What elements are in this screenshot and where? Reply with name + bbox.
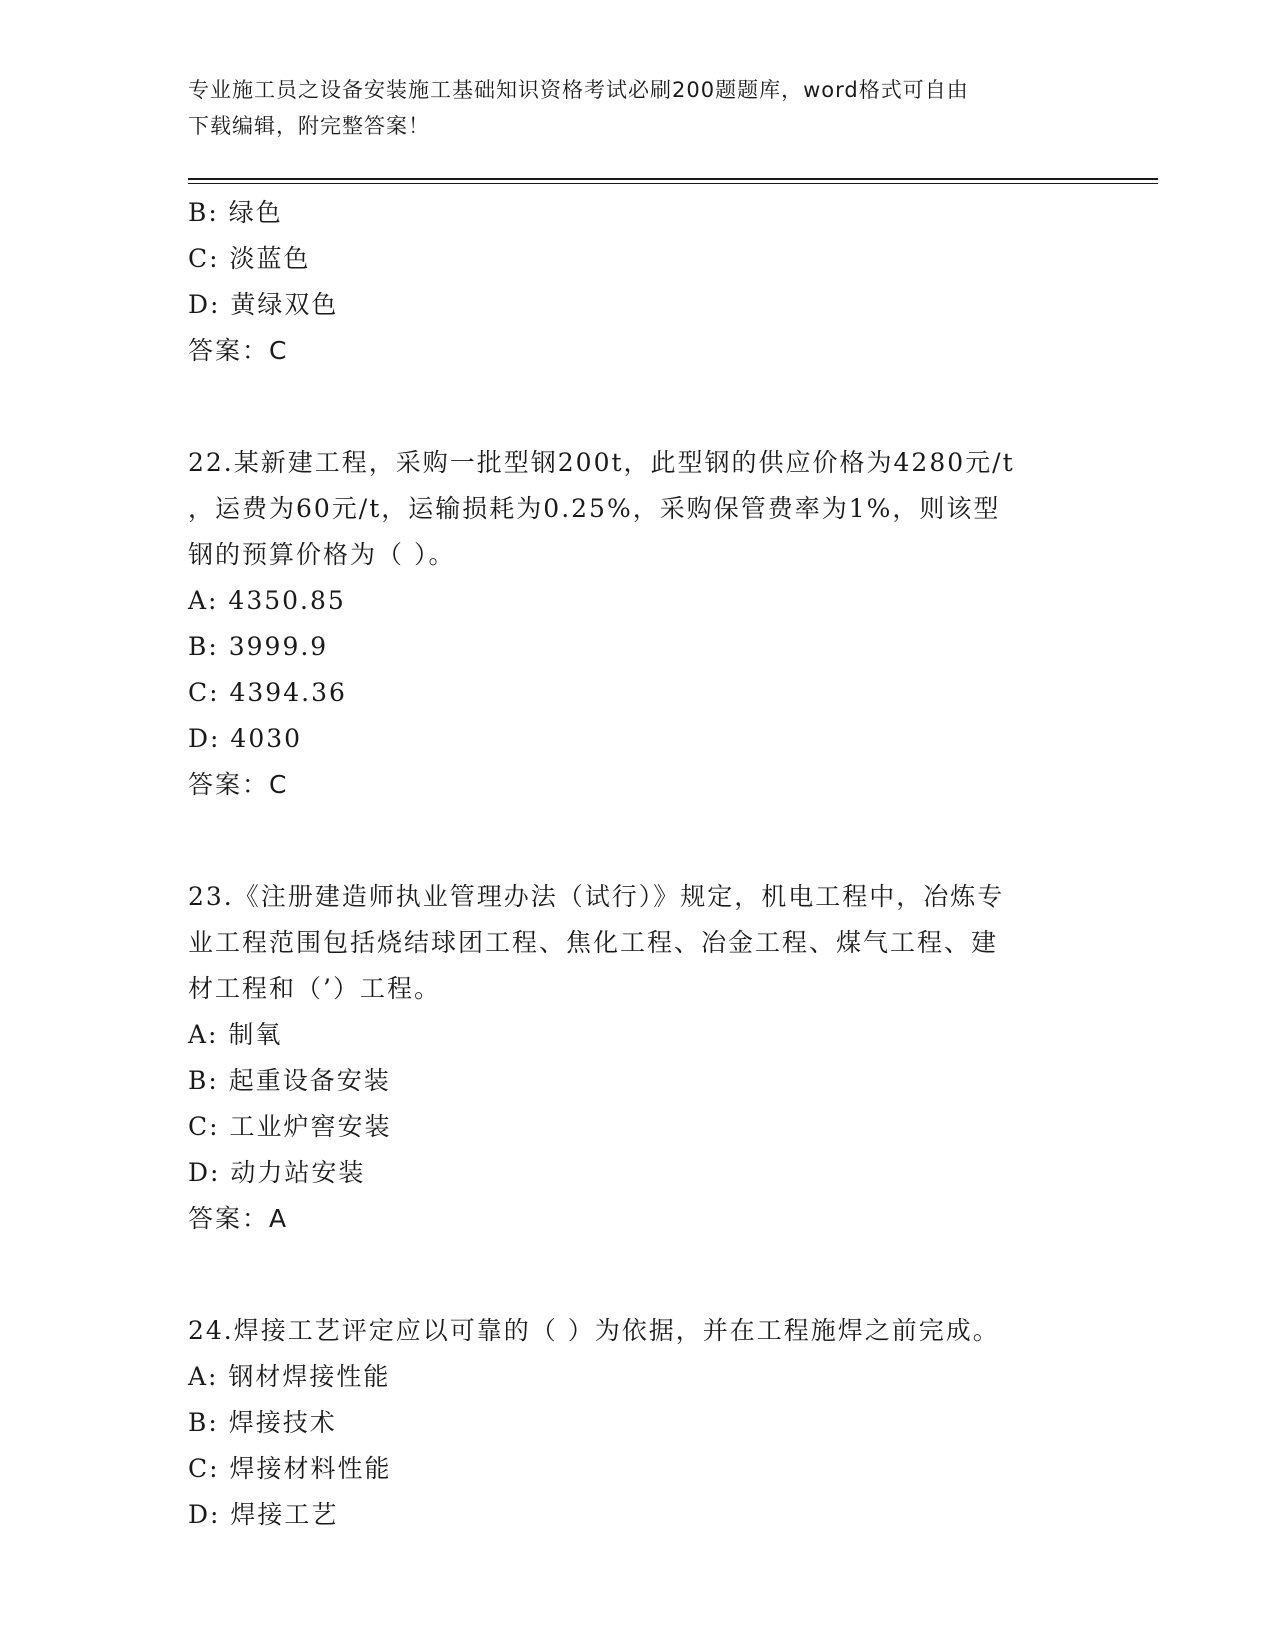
header-divider-thin [188,183,1158,184]
stem-line: 业工程范围包括烧结球团工程、焦化工程、冶金工程、煤气工程、建 [188,928,999,957]
option-a: A: 4350.85 [188,586,346,615]
answer: 答案：C [188,770,289,799]
header-line-2: 下载编辑，附完整答案！ [188,114,430,138]
stem-line: 钢的预算价格为（ ）。 [188,540,456,569]
stem-line: 23.《注册建造师执业管理办法（试行）》规定，机电工程中，冶炼专 [188,882,1005,911]
stem-line: ，运费为60元/t，运输损耗为0.25%，采购保管费率为1%，则该型 [188,494,1001,523]
option-d: D: 动力站安装 [188,1158,366,1187]
answer: 答案：C [188,336,289,365]
option-c: C: 淡蓝色 [188,244,311,273]
question-22 [188,440,1078,808]
spacer [188,1242,1078,1308]
option-d: D: 黄绿双色 [188,290,339,319]
option-d: D: 4030 [188,724,303,753]
option-d: D: 焊接工艺 [188,1500,339,1529]
option-c: C: 焊接材料性能 [188,1454,392,1483]
header-divider [188,178,1158,180]
option-a: A: 制氧 [188,1020,283,1049]
stem-line: 材工程和（’）工程。 [188,974,441,1003]
answer: 答案：A [188,1204,289,1233]
option-c: C: 4394.36 [188,678,347,707]
question-21 [188,190,1078,374]
question-stem [188,440,1078,578]
stem-line: 22.某新建工程，采购一批型钢200t，此型钢的供应价格为4280元/t [188,448,1015,477]
question-24 [188,1308,1078,1538]
spacer [188,808,1078,874]
question-content [188,190,1078,1538]
question-stem [188,1308,1078,1354]
header-line-1: 专业施工员之设备安装施工基础知识资格考试必刷200题题库，word格式可自由 [188,78,969,102]
option-b: B: 绿色 [188,198,283,227]
spacer [188,374,1078,440]
document-header [188,72,1088,144]
question-23 [188,874,1078,1242]
option-b: B: 焊接技术 [188,1408,337,1437]
option-b: B: 3999.9 [188,632,329,661]
option-a: A: 钢材焊接性能 [188,1362,391,1391]
option-b: B: 起重设备安装 [188,1066,391,1095]
stem-line: 24.焊接工艺评定应以可靠的（ ）为依据，并在工程施焊之前完成。 [188,1316,1000,1345]
question-stem [188,874,1078,1012]
option-c: C: 工业炉窖安装 [188,1112,392,1141]
